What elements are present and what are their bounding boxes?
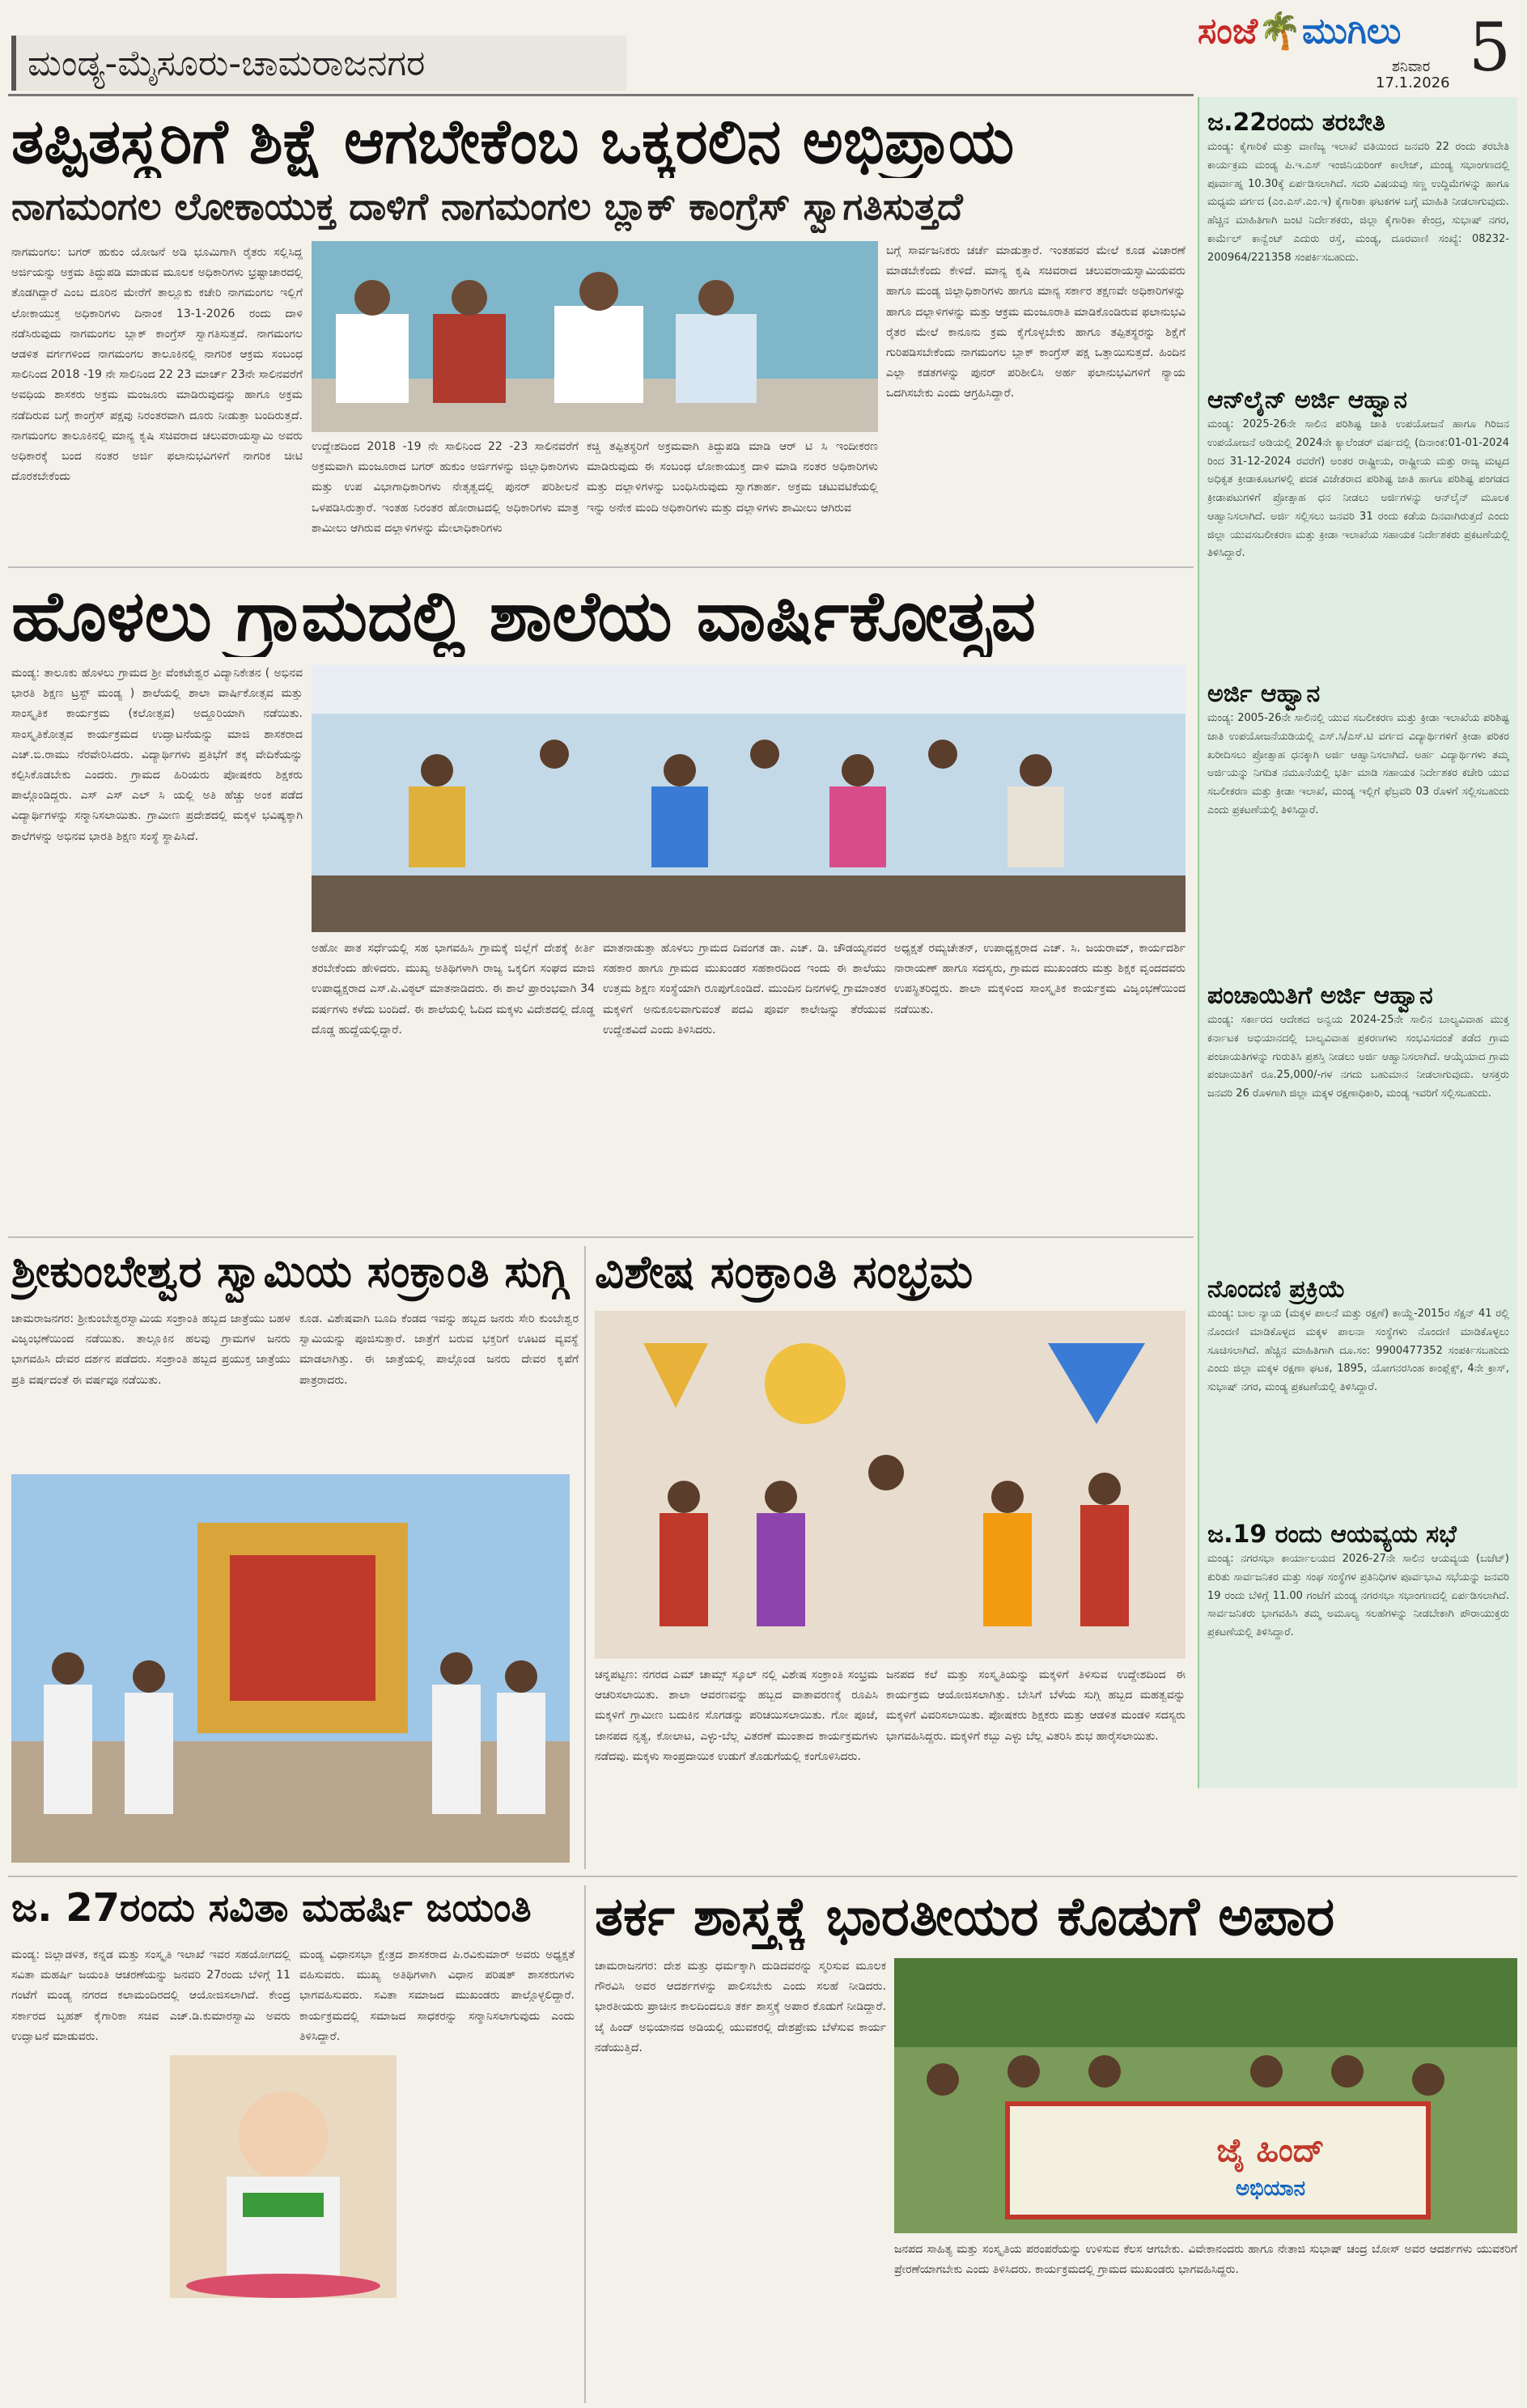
masthead (1198, 10, 1517, 91)
story1-headline: ತಪ್ಪಿತಸ್ಥರಿಗೆ ಶಿಕ್ಷೆ ಆಗಬೇಕೆಂಬ ಒಕ್ಕರಲಿನ ಅಭಿಪ್ರಾಯ (11, 105, 1015, 177)
sidebar-notice-title: ಜ.19 ರಂದು ಆಯವ್ಯಯ ಸಭೆ (1207, 1520, 1457, 1549)
sidebar-notice-title: ಪಂಚಾಯಿತಿಗೆ ಅರ್ಜಿ ಆಹ್ವಾನ (1207, 981, 1433, 1010)
sidebar-notice (1207, 981, 1509, 1270)
story3-col2: ಕೂಡ. ವಿಶೇಷವಾಗಿ ಬೂದಿ ಕೆಂಡದ ಇವನ್ನು ಹಬ್ಬದ ಜನರು ಸೇರಿ ಕುಂಬೇಶ್ವರ ಸ್ವಾಮಿಯನ್ನು ಪೂಜಿಸುತ್ತಾರೆ. ಜಾತ್ರೆಗೆ ಬರುವ ಭಕ್ತರಿಗೆ ಊಟದ ವ್ಯವಸ್ಥೆ ಮಾಡಲಾಗಿತ್ತು. ಈ ಜಾತ್ರೆಯಲ್ಲಿ ಪಾಲ್ಗೊಂಡ ಜನರು ದೇವರ ಕೃಪೆಗೆ ಪಾತ್ರರಾದರು. (299, 1312, 579, 1387)
story5-headline: ಜ. 27ರಂದು ಸವಿತಾ ಮಹರ್ಷಿ ಜಯಂತಿ (11, 1885, 532, 1931)
story3-photo (11, 1474, 570, 1863)
banner-title: ಜೈ ಹಿಂದ್ (1216, 2132, 1325, 2169)
vrule-2 (584, 1885, 586, 2403)
story6-col1: ಚಾಮರಾಜನಗರ: ದೇಶ ಮತ್ತು ಧರ್ಮಕ್ಕಾಗಿ ದುಡಿದವರನ್ನು ಸ್ಮರಿಸುವ ಮೂಲಕ ಗೌರವಿಸಿ ಅವರ ಆದರ್ಶಗಳನ್ನು ಪಾಲಿಸಬೇಕು ಎಂದು ಸಲಹೆ ನೀಡಿದರು. ಭಾರತೀಯರು ಪ್ರಾಚೀನ ಕಾಲದಿಂದಲೂ ತರ್ಕ ಶಾಸ್ತ್ರಕ್ಕೆ ಅಪಾರ ಕೊಡುಗೆ ನೀಡಿದ್ದಾರೆ. ಜೈ ಹಿಂದ್ ಅಭಿಯಾನದ ಅಡಿಯಲ್ಲಿ ಯುವಕರಲ್ಲಿ ದೇಶಪ್ರೇಮ ಬೆಳೆಸುವ ಕಾರ್ಯ ನಡೆಯುತ್ತಿದೆ. (595, 1960, 886, 2054)
sidebar-notice-text: ಮಂಡ್ಯ: ಸರ್ಕಾರದ ಆದೇಶದ ಅನ್ವಯ 2024-25ನೇ ಸಾಲಿನ ಬಾಲ್ಯವಿವಾಹ ಮುಕ್ತ ಕರ್ನಾಟಕ ಅಭಿಯಾನದಲ್ಲಿ ಬಾಲ್ಯವಿವಾಹ ಪ್ರಕರಣಗಳು ಸಂಭವಿಸದಂತೆ ತಡೆದ ಗ್ರಾಮ ಪಂಚಾಯತಿಗಳನ್ನು ಗುರುತಿಸಿ ಪ್ರಶಸ್ತಿ ನೀಡಲು ಅರ್ಜಿ ಆಹ್ವಾನಿಸಲಾಗಿದೆ. ಆಯ್ಕೆಯಾದ ಗ್ರಾಮ ಪಂಚಾಯಿತಿಗೆ ರೂ.25,000/-ಗಳ ನಗದು ಬಹುಮಾನ ನೀಡಲಾಗುವುದು. ಆಸಕ್ತರು ಜನವರಿ 26 ರೊಳಗಾಗಿ ಜಿಲ್ಲಾ ಮಕ್ಕಳ ರಕ್ಷಣಾಧಿಕಾರಿ, ಮಂಡ್ಯ ಇವರಿಗೆ ಸಲ್ಲಿಸಬಹುದು. (1207, 1014, 1509, 1100)
rule-2 (8, 1236, 1194, 1238)
issue-date: 17.1.2026 (1376, 74, 1450, 91)
story4-col2: ಜನಪದ ಕಲೆ ಮತ್ತು ಸಂಸ್ಕೃತಿಯನ್ನು ಮಕ್ಕಳಿಗೆ ತಿಳಿಸುವ ಉದ್ದೇಶದಿಂದ ಈ ಕಾರ್ಯಕ್ರಮ ಆಯೋಜಿಸಲಾಗಿತ್ತು. ಬೇಸಿಗೆ ಬೆಳೆಯ ಸುಗ್ಗಿ ಹಬ್ಬದ ಮಹತ್ವವನ್ನು ಮಕ್ಕಳಿಗೆ ವಿವರಿಸಲಾಯಿತು. ಪೋಷಕರು ಶಿಕ್ಷಕರು ಮತ್ತು ಆಡಳಿತ ಮಂಡಳಿ ಸದಸ್ಯರು ಭಾಗವಹಿಸಿದ್ದರು. ಮಕ್ಕಳಿಗೆ ಕಬ್ಬು ಎಳ್ಳು ಬೆಲ್ಲ ವಿತರಿಸಿ ಶುಭ ಹಾರೈಸಲಾಯಿತು. (886, 1668, 1186, 1743)
sidebar-notice-text: ಮಂಡ್ಯ: ಕೈಗಾರಿಕೆ ಮತ್ತು ವಾಣಿಜ್ಯ ಇಲಾಖೆ ವತಿಯಿಂದ ಜನವರಿ 22 ರಂದು ತರಬೇತಿ ಕಾರ್ಯಕ್ರಮ ಮಂಡ್ಯ ಪಿ.ಇ.ಎಸ್ ಇಂಜಿನಿಯರಿಂಗ್ ಕಾಲೇಜ್, ಮಂಡ್ಯ ಸಭಾಂಗಣದಲ್ಲಿ ಪೂರ್ವಾಹ್ನ 10.30ಕ್ಕೆ ಏರ್ಪಡಿಸಲಾಗಿದೆ. ಸದರಿ ವಿಷಯವು ಸಣ್ಣ ಉದ್ದಿಮೆಗಳನ್ನು ಹಾಗೂ ಮಧ್ಯಮ ವರ್ಗದ (ಎಂ.ಎಸ್.ಎಂ.ಇ) ಕೈಗಾರಿಕಾ ಘಟಕಗಳ ಬಗ್ಗೆ ಮಾಹಿತಿ ನೀಡಲಾಗುವುದು. ಹೆಚ್ಚಿನ ಮಾಹಿತಿಗಾಗಿ ಜಂಟಿ ನಿರ್ದೇಶಕರು, ಜಿಲ್ಲಾ ಕೈಗಾರಿಕಾ ಕೇಂದ್ರ, ಸುಭಾಷ್ ನಗರ, ಕಾರ್ಮೆಲ್ ಕಾನ್ವೆಂಟ್ ಎದುರು ರಸ್ತೆ, ಮಂಡ್ಯ, ದೂರವಾಣಿ ಸಂಖ್ಯೆ: 08232-200964/221358 ಸಂಪರ್ಕಿಸಬಹುದು. (1207, 141, 1509, 264)
story5-col2: ಮಂಡ್ಯ ವಿಧಾನಸಭಾ ಕ್ಷೇತ್ರದ ಶಾಸಕರಾದ ಪಿ.ರವಿಕುಮಾರ್ ಅವರು ಅಧ್ಯಕ್ಷತೆ ವಹಿಸುವರು. ಮುಖ್ಯ ಅತಿಥಿಗಳಾಗಿ ವಿಧಾನ ಪರಿಷತ್ ಶಾಸಕರುಗಳು ಭಾಗವಹಿಸುವರು. ಸವಿತಾ ಸಮಾಜದ ಮುಖಂಡರು ಪಾಲ್ಗೊಳ್ಳಲಿದ್ದಾರೆ. ಕಾರ್ಯಕ್ರಮದಲ್ಲಿ ಸಮಾಜದ ಸಾಧಕರನ್ನು ಸನ್ಮಾನಿಸಲಾಗುವುದು ಎಂದು ತಿಳಿಸಿದ್ದಾರೆ. (299, 1948, 575, 2043)
sidebar-notice (1207, 1275, 1509, 1516)
banner-subtitle: ಅಭಿಯಾನ (1235, 2177, 1306, 2201)
story3-col1: ಚಾಮರಾಜನಗರ: ಶ್ರೀಕುಂಬೇಶ್ವರಸ್ವಾಮಿಯ ಸಂಕ್ರಾಂತಿ ಹಬ್ಬದ ಜಾತ್ರೆಯು ಬಹಳ ವಿಜೃಂಭಣೆಯಿಂದ ನಡೆಯಿತು. ತಾಲ್ಲೂಕಿನ ಹಲವು ಗ್ರಾಮಗಳ ಜನರು ಭಾಗವಹಿಸಿ ದೇವರ ದರ್ಶನ ಪಡೆದರು. ಸಂಕ್ರಾಂತಿ ಹಬ್ಬದ ಪ್ರಯುಕ್ತ ಜಾತ್ರೆಯು ಪ್ರತಿ ವರ್ಷದಂತೆ ಈ ವರ್ಷವೂ ನಡೆಯಿತು. (11, 1312, 291, 1387)
story1-photo (312, 241, 878, 432)
story4-col1: ಚನ್ನಪಟ್ಟಣ: ನಗರದ ಎಮ್ ಚಾಮ್ಸ್ ಸ್ಕೂಲ್ ನಲ್ಲಿ ವಿಶೇಷ ಸಂಕ್ರಾಂತಿ ಸಂಭ್ರಮ ಆಚರಿಸಲಾಯಿತು. ಶಾಲಾ ಆವರಣವನ್ನು ಹಬ್ಬದ ವಾತಾವರಣಕ್ಕೆ ರೂಪಿಸಿ ಮಕ್ಕಳಿಗೆ ಗ್ರಾಮೀಣ ಬದುಕಿನ ಸೊಗಡನ್ನು ಪರಿಚಯಿಸಲಾಯಿತು. ಗೋ ಪೂಜೆ, ಜಾನಪದ ನೃತ್ಯ, ಕೋಲಾಟ, ಎಳ್ಳು-ಬೆಲ್ಲ ವಿತರಣೆ ಮುಂತಾದ ಕಾರ್ಯಕ್ರಮಗಳು ನಡೆದವು. ಮಕ್ಕಳು ಸಾಂಪ್ರದಾಯಿಕ ಉಡುಗೆ ತೊಡುಗೆಯಲ್ಲಿ ಕಂಗೊಳಿಸಿದರು. (595, 1668, 878, 1763)
sidebar-notice-text: ಮಂಡ್ಯ: 2025-26ನೇ ಸಾಲಿನ ಪರಿಶಿಷ್ಟ ಜಾತಿ ಉಪಯೋಜನೆ ಹಾಗೂ ಗಿರಿಜನ ಉಪಯೋಜನೆ ಅಡಿಯಲ್ಲಿ 2024ನೇ ಕ್ಯಾಲೆಂಡರ್ ವರ್ಷದಲ್ಲಿ (ದಿನಾಂಕ:01-01-2024 ರಿಂದ 31-12-2024 ರವರೆಗೆ) ಅಂತರ ರಾಷ್ಟ್ರೀಯ, ರಾಷ್ಟ್ರೀಯ ಮತ್ತು ರಾಜ್ಯ ಮಟ್ಟದ ಅಧಿಕೃತ ಕ್ರೀಡಾಕೂಟಗಳಲ್ಲಿ ಪದಕ ವಿಜೇತರಾದ ಪರಿಶಿಷ್ಟ ಜಾತಿ ಹಾಗೂ ಪರಿಶಿಷ್ಟ ಪಂಗಡದ ಕ್ರೀಡಾಪಟುಗಳಿಗೆ ಪ್ರೋತ್ಸಾಹ ಧನ ನೀಡಲು ಅರ್ಜಿಗಳನ್ನು ಆನ್‍ಲೈನ್ ಮೂಲಕ ಆಹ್ವಾನಿಸಲಾಗಿದೆ. ಅರ್ಜಿ ಸಲ್ಲಿಸಲು ಜನವರಿ 31 ರಂದು ಕಡೆಯ ದಿನವಾಗಿರುತ್ತದೆ ಎಂದು ಜಿಲ್ಲಾ ಯುವಸಬಲೀಕರಣ ಮತ್ತು ಕ್ರೀಡಾ ಇಲಾಖೆಯ ಸಹಾಯಕ ನಿರ್ದೇಶಕರು ಪ್ರಕಟಣೆಯಲ್ಲಿ ತಿಳಿಸಿದ್ದಾರೆ. (1207, 418, 1509, 560)
story1-col2: ಉದ್ದೇಶದಿಂದ 2018 -19 ನೇ ಸಾಲಿನಿಂದ 22 -23 ಸಾಲಿನವರೆಗೆ ಅಕ್ರಮವಾಗಿ ಮಂಜೂರಾದ ಬಗರ್ ಹುಕುಂ ಅರ್ಜಿಗಳನ್ನು ಜಿಲ್ಲಾಧಿಕಾರಿಗಳು ಮತ್ತು ಉಪ ವಿಭಾಗಾಧಿಕಾರಿಗಳು ನೇತೃತ್ವದಲ್ಲಿ ಪುನರ್ ಪರಿಶೀಲನೆ ಒಳಪಡಿಸಿರುತ್ತಾರೆ. ಇಂತಹ ನಿರಂತರ ಹೋರಾಟದಲ್ಲಿ ಅಧಿಕಾರಿಗಳು ಮಾತ್ರ ಶಾಮೀಲು ಆಗಿರುವ ದಲ್ಲಾಳಿಗಳನ್ನು ಮೇಲಾಧಿಕಾರಿಗಳು (312, 440, 579, 535)
notices-sidebar (1198, 97, 1517, 1788)
story2-col1: ಮಂಡ್ಯ: ತಾಲೂಕು ಹೊಳಲು ಗ್ರಾಮದ ಶ್ರೀ ವೆಂಕಟೇಶ್ವರ ವಿದ್ಯಾನಿಕೇತನ ( ಅಭಿನವ ಭಾರತಿ ಶಿಕ್ಷಣ ಟ್ರಸ್ಟ್ ಮಂಡ್ಯ ) ಶಾಲೆಯಲ್ಲಿ ಶಾಲಾ ವಾರ್ಷಿಕೋತ್ಸವ ಮತ್ತು ಸಾಂಸ್ಕೃತಿಕ ಕಾರ್ಯಕ್ರಮ (ಕಲೋತ್ಸವ) ಅದ್ದೂರಿಯಾಗಿ ನಡೆಯಿತು. ಸಾಂಸ್ಕೃತಿಕೋತ್ಸವ ಕಾರ್ಯಕ್ರಮದ ಉದ್ಘಾಟನೆಯನ್ನು ಮಾಜಿ ಶಾಸಕರಾದ ಎಚ್.ಬಿ.ರಾಮು ನೆರವೇರಿಸಿದರು. ವಿದ್ಯಾರ್ಥಿಗಳು ಪ್ರತಿಭೆಗೆ ತಕ್ಕ ವೇದಿಕೆಯನ್ನು ಕಲ್ಪಿಸಿಕೊಡಬೇಕು ಎಂದರು. ಗ್ರಾಮದ ಹಿರಿಯರು ಪೋಷಕರು ಶಿಕ್ಷಕರು ಪಾಲ್ಗೊಂಡಿದ್ದರು. ಎಸ್ ಎಸ್ ಎಲ್ ಸಿ ಯಲ್ಲಿ ಅತಿ ಹೆಚ್ಚು ಅಂಕ ಪಡೆದ ವಿದ್ಯಾರ್ಥಿಗಳನ್ನು ಸನ್ಮಾನಿಸಲಾಯಿತು. ಗ್ರಾಮೀಣ ಪ್ರದೇಶದಲ್ಲಿ ಮಕ್ಕಳ ಭವಿಷ್ಯಕ್ಕಾಗಿ ಶಾಲೆಗಳನ್ನು ಅಭಿನವ ಭಾರತಿ ಶಿಕ್ಷಣ ಸಂಸ್ಥೆ ಸ್ಥಾಪಿಸಿದೆ. (11, 667, 303, 843)
sidebar-notice-text: ಮಂಡ್ಯ: 2005-26ನೇ ಸಾಲಿನಲ್ಲಿ ಯುವ ಸಬಲೀಕರಣ ಮತ್ತು ಕ್ರೀಡಾ ಇಲಾಖೆಯ ಪರಿಶಿಷ್ಟ ಜಾತಿ ಉಪಯೋಜನೆಯಡಿಯಲ್ಲಿ ಎಸ್.ಸಿ/ಎಸ್.ಟಿ ವರ್ಗದ ವಿದ್ಯಾರ್ಥಿಗಳಿಗೆ ಕ್ರೀಡಾ ಪರಿಕರ ಖರೀದಿಸಲು ಪ್ರೋತ್ಸಾಹ ಧನಕ್ಕಾಗಿ ಅರ್ಜಿ ಆಹ್ವಾನಿಸಲಾಗಿದೆ. ಅರ್ಹ ವಿದ್ಯಾರ್ಥಿಗಳು ತಮ್ಮ ಅರ್ಜಿಯನ್ನು ನಿಗದಿತ ನಮೂನೆಯಲ್ಲಿ ಭರ್ತಿ ಮಾಡಿ ಸಹಾಯಕ ನಿರ್ದೇಶಕರ ಕಚೇರಿ ಯುವ ಸಬಲೀಕರಣ ಮತ್ತು ಕ್ರೀಡಾ ಇಲಾಖೆ, ಮಂಡ್ಯ ಇಲ್ಲಿಗೆ ಫೆಬ್ರವರಿ 03 ರೊಳಗೆ ಸಲ್ಲಿಸಬಹುದು ಎಂದು ಪ್ರಕಟಣೆಯಲ್ಲಿ ತಿಳಿಸಿದ್ದಾರೆ. (1207, 712, 1509, 816)
top-rule (8, 94, 1194, 96)
story2-col3: ಮಾತನಾಡುತ್ತಾ ಹೊಳಲು ಗ್ರಾಮದ ದಿವಂಗತ ಡಾ. ಎಚ್. ಡಿ. ಚೌಡಯ್ಯನವರ ಸಹಕಾರ ಹಾಗೂ ಗ್ರಾಮದ ಮುಖಂಡರ ಸಹಕಾರದಿಂದ ಇಂದು ಈ ಶಾಲೆಯು ಉತ್ತಮ ಶಿಕ್ಷಣ ಸಂಸ್ಥೆಯಾಗಿ ರೂಪುಗೊಂಡಿದೆ. ಮುಂದಿನ ದಿನಗಳಲ್ಲಿ ಗ್ರಾಮಾಂತರ ಮಕ್ಕಳಿಗೆ ಅನುಕೂಲವಾಗುವಂತೆ ಪದವಿ ಪೂರ್ವ ಕಾಲೇಜನ್ನು ತೆರೆಯುವ ಉದ್ದೇಶವಿದೆ ಎಂದು ತಿಳಿಸಿದರು. (603, 942, 886, 1037)
issue-day: ಶನಿವಾರ (1392, 58, 1431, 75)
sidebar-notice (1207, 108, 1509, 381)
sidebar-notice-title: ನೊಂದಣಿ ಪ್ರಕ್ರಿಯೆ (1207, 1275, 1346, 1304)
section-tag: ಮಂಡ್ಯ-ಮೈಸೂರು-ಚಾಮರಾಜನಗರ (11, 36, 626, 91)
story1-col4: ಬಗ್ಗೆ ಸಾರ್ವಜನಿಕರು ಚರ್ಚೆ ಮಾಡುತ್ತಾರೆ. ಇಂತಹವರ ಮೇಲೆ ಕೂಡ ವಿಚಾರಣೆ ಮಾಡಬೇಕೆಂದು ಕೇಳಿದೆ. ಮಾನ್ಯ ಕೃಷಿ ಸಚಿವರಾದ ಚಲುವರಾಯಸ್ವಾಮಿಯವರು ಹಾಗೂ ಮಂಡ್ಯ ಜಿಲ್ಲಾಧಿಕಾರಿಗಳು ಹಾಗೂ ಮಾನ್ಯ ಸರ್ಕಾರ ತಕ್ಷಣವೇ ಅಧಿಕಾರಿಗಳನ್ನು ಹಾಗೂ ದಲ್ಲಾಳಿಗಳನ್ನು ಮತ್ತು ಆಕ್ರಮ ಮಂಜೂರಾತಿ ಮಾಡಿಕೊಂಡಿರುವ ಫಲಾನುಭವಿ ರೈತರ ಮೇಲೆ ಕಾನೂನು ಕ್ರಮ ಕೈಗೊಳ್ಳಬೇಕು ಹಾಗೂ ತಪ್ಪಿತಸ್ಥರನ್ನು ಶಿಕ್ಷೆಗೆ ಗುರಿಪಡಿಸಬೇಕೆಂದು ನಾಗಮಂಗಲ ಬ್ಲಾಕ್ ಕಾಂಗ್ರೆಸ್ ಪಕ್ಷ ಒತ್ತಾಯಿಸುತ್ತದೆ. ಹಿಂದಿನ ಎಲ್ಲಾ ಕಡತಗಳನ್ನು ಪುನರ್ ಪರಿಶೀಲಿಸಿ ಅರ್ಹ ಫಲಾನುಭವಿಗಳಿಗೆ ನ್ಯಾಯ ಒದಗಿಸಬೇಕು ಎಂದು ಆಗ್ರಹಿಸಿದ್ದಾರೆ. (886, 244, 1186, 401)
story6-photo (894, 1958, 1517, 2233)
sidebar-notice (1207, 386, 1509, 675)
page-number: 5 (1468, 10, 1511, 87)
sidebar-notice (1207, 680, 1509, 977)
sidebar-notice (1207, 1520, 1509, 1736)
story1-col3: ಕಚ್ಚಿ ತಪ್ಪಿತಸ್ಥರಿಗೆ ಅಕ್ರಮವಾಗಿ ತಿದ್ದುಪಡಿ ಮಾಡಿ ಆರ್ ಟಿ ಸಿ ಇಂದೀಕರಣ ಮಾಡಿರುವುದು ಈ ಸಂಬಂಧ ಲೋಕಾಯುಕ್ತ ದಾಳಿ ಮಾಡಿ ನಂತರ ಅಧಿಕಾರಿಗಳು ಮತ್ತು ದಲ್ಲಾಳಿಗಳನ್ನು ಬಂಧಿಸಿರುವುದು ಸ್ವಾಗತಾರ್ಹ. ಅಕ್ರಮ ಚಟುವಟಿಕೆಯಲ್ಲಿ ಇನ್ನು ಅನೇಕ ಮಂದಿ ಅಧಿಕಾರಿಗಳು ಮತ್ತು ದಲ್ಲಾಳಿಗಳು ಶಾಮೀಲು ಆಗಿರುವ (587, 440, 878, 515)
story2-col2: ಅಹೋ ಪಾತ ಸರ್ಧೆಯಲ್ಲಿ ಸಹ ಭಾಗವಹಿಸಿ ಗ್ರಾಮಕ್ಕೆ ಜಿಲ್ಲೆಗೆ ದೇಶಕ್ಕೆ ಕೀರ್ತಿ ತರಬೇಕೆಂದು ಹೇಳಿದರು. ಮುಖ್ಯ ಅತಿಥಿಗಳಾಗಿ ರಾಜ್ಯ ಒಕ್ಕಲಿಗ ಸಂಘದ ಮಾಜಿ ಉಪಾಧ್ಯಕ್ಷರಾದ ಎಸ್.ಪಿ.ವಿಠ್ಠಲ್ ಮಾತನಾಡಿದರು. ಈ ಶಾಲೆ ಪ್ರಾರಂಭವಾಗಿ 34 ವರ್ಷಗಳು ಕಳೆದು ಬಂದಿದೆ. ಈ ಶಾಲೆಯಲ್ಲಿ ಓದಿದ ಮಕ್ಕಳು ವಿದೇಶದಲ್ಲಿ ದೊಡ್ಡ ದೊಡ್ಡ ಹುದ್ದೆಯಲ್ಲಿದ್ದಾರೆ. (312, 942, 595, 1037)
story3-headline: ಶ್ರೀಕುಂಬೇಶ್ವರ ಸ್ವಾಮಿಯ ಸಂಕ್ರಾಂತಿ ಸುಗ್ಗಿ (11, 1246, 568, 1297)
newspaper-logo: ಸಂಜೆ🌴ಮುಗಿಲು (1198, 11, 1402, 52)
sidebar-notice-text: ಮಂಡ್ಯ: ನಗರಸಭಾ ಕಾರ್ಯಾಲಯದ 2026-27ನೇ ಸಾಲಿನ ಆಯವ್ಯಯ (ಬಜೆಟ್) ಕುರಿತು ಸಾರ್ವಜನಿಕರ ಮತ್ತು ಸಂಘ ಸಂಸ್ಥೆಗಳ ಪ್ರತಿನಿಧಿಗಳ ಪೂರ್ವಭಾವಿ ಸಭೆಯನ್ನು ಜನವರಿ 19 ರಂದು ಬೆಳಿಗ್ಗೆ 11.00 ಗಂಟೆಗೆ ಮಂಡ್ಯ ನಗರಸಭಾ ಸಭಾಂಗಣದಲ್ಲಿ ಏರ್ಪಡಿಸಲಾಗಿದೆ. ಸಾರ್ವಜನಿಕರು ಭಾಗವಹಿಸಿ ತಮ್ಮ ಅಮೂಲ್ಯ ಸಲಹೆಗಳನ್ನು ನೀಡಬೇಕಾಗಿ ಪೌರಾಯುಕ್ತರು ಪ್ರಕಟಣೆಯಲ್ಲಿ ತಿಳಿಸಿದ್ದಾರೆ. (1207, 1553, 1509, 1639)
story1-col1: ನಾಗಮಂಗಲ: ಬಗರ್ ಹುಕುಂ ಯೋಜನೆ ಅಡಿ ಭೂಮಿಗಾಗಿ ರೈತರು ಸಲ್ಲಿಸಿದ್ದ ಅರ್ಜಿಯನ್ನು ಅಕ್ರಮ ತಿದ್ದುಪಡಿ ಮಾಡುವ ಮೂಲಕ ಅಧಿಕಾರಿಗಳು ಭ್ರಷ್ಟಾಚಾರದಲ್ಲಿ ತೊಡಗಿದ್ದಾರೆ ಎಂಬ ದೂರಿನ ಮೇರೆಗೆ ತಾಲ್ಲೂಕು ಕಚೇರಿ ನಾಗಮಂಗಲ ಇಲ್ಲಿಗೆ ಲೋಕಾಯುಕ್ತ ಅಧಿಕಾರಿಗಳು ದಿನಾಂಕ 13-1-2026 ರಂದು ದಾಳಿ ನಡೆಸಿರುವುದು ನಾಗಮಂಗಲ ಬ್ಲಾಕ್ ಕಾಂಗ್ರೆಸ್ ಸ್ವಾಗತಿಸುತ್ತದೆ. ನಾಗಮಂಗಲ ಆಡಳಿತ ವರ್ಗಗಳಿಂದ ನಾಗಮಂಗಲ ತಾಲೂಕಿನಲ್ಲಿ ನಾಗರಿಕ ಆಕ್ರಮ ಸಂಬಂಧ ಸಾಲಿನಿಂದ 2018 -19 ನೇ ಸಾಲಿನಿಂದ 22 23 ಮಾರ್ಚ್ 23ನೇ ಸಾಲಿನವರೆಗೆ ಅವಧಿಯ ಶಾಸಕರು ಅಕ್ರಮ ಮಂಜೂರು ಮಾಡಿರುವುದನ್ನು ಹಾಗೂ ಅಕ್ರಮ ನಡೆದಿರುವ ಬಗ್ಗೆ ಕಾಂಗ್ರೆಸ್ ಪಕ್ಷವು ನಿರಂತರವಾಗಿ ದೂರು ನೀಡುತ್ತಾ ಬಂದಿರುತ್ತದೆ. ನಾಗಮಂಗಲ ತಾಲೂಕಿನಲ್ಲಿ ಮಾನ್ಯ ಕೃಷಿ ಸಚಿವರಾದ ಚಲುವರಾಯಸ್ವಾಮಿ ಅವರು ಅಧಿಕಾರಕ್ಕೆ ಬಂದ ನಂತರ ಅರ್ಜಿ ಫಲಾನುಭವಿಗಳಿಗೆ ನಾಗರಿಕ ಚೀಟಿ ದೊರಕಬೇಕೆಂದು (11, 246, 303, 484)
rule-1 (8, 566, 1194, 568)
story2-col4: ಅಧ್ಯಕ್ಷತೆ ರಮ್ಯಚೇತನ್, ಉಪಾಧ್ಯಕ್ಷರಾದ ಎಚ್. ಸಿ. ಜಯರಾಮ್, ಕಾರ್ಯದರ್ಶಿ ನಾರಾಯಣ್ ಹಾಗೂ ಸದಸ್ಯರು, ಗ್ರಾಮದ ಮುಖಂಡರು ಮತ್ತು ಶಿಕ್ಷಕ ವೃಂದದವರು ಉಪಸ್ಥಿತರಿದ್ದರು. ಶಾಲಾ ಮಕ್ಕಳಿಂದ ಸಾಂಸ್ಕೃತಿಕ ಕಾರ್ಯಕ್ರಮ ವಿಜೃಂಭಣೆಯಿಂದ ನಡೆಯಿತು. (894, 942, 1186, 1016)
story4-headline: ವಿಶೇಷ ಸಂಕ್ರಾಂತಿ ಸಂಭ್ರಮ (595, 1246, 973, 1299)
story1-subhead: ನಾಗಮಂಗಲ ಲೋಕಾಯುಕ್ತ ದಾಳಿಗೆ ನಾಗಮಂಗಲ ಬ್ಲಾಕ್ ಕಾಂಗ್ರೆಸ್ ಸ್ವಾಗತಿಸುತ್ತದೆ (11, 184, 963, 228)
story6-headline: ತರ್ಕ ಶಾಸ್ತ್ರಕ್ಕೆ ಭಾರತೀಯರ ಕೊಡುಗೆ ಅಪಾರ (595, 1885, 1335, 1948)
story4-photo (595, 1311, 1186, 1659)
sidebar-notice-title: ಜ.22ರಂದು ತರಬೇತಿ (1207, 108, 1385, 137)
story5-col1: ಮಂಡ್ಯ: ಜಿಲ್ಲಾಡಳಿತ, ಕನ್ನಡ ಮತ್ತು ಸಂಸ್ಕೃತಿ ಇಲಾಖೆ ಇವರ ಸಹಯೋಗದಲ್ಲಿ ಸವಿತಾ ಮಹರ್ಷಿ ಜಯಂತಿ ಆಚರಣೆಯನ್ನು ಜನವರಿ 27ರಂದು ಬೆಳಿಗ್ಗೆ 11 ಗಂಟೆಗೆ ಮಂಡ್ಯ ನಗರದ ಕಲಾಮಂದಿರದಲ್ಲಿ ಆಯೋಜಿಸಲಾಗಿದೆ. ಕೇಂದ್ರ ಸರ್ಕಾರದ ಬೃಹತ್ ಕೈಗಾರಿಕಾ ಸಚಿವ ಎಚ್.ಡಿ.ಕುಮಾರಸ್ವಾಮಿ ಅವರು ಉದ್ಘಾಟನೆ ಮಾಡುವರು. (11, 1948, 291, 2043)
rule-3 (8, 1876, 1517, 1877)
story2-photo (312, 665, 1186, 932)
story6-col2: ಜನಪದ ಸಾಹಿತ್ಯ ಮತ್ತು ಸಂಸ್ಕೃತಿಯ ಪರಂಪರೆಯನ್ನು ಉಳಿಸುವ ಕೆಲಸ ಆಗಬೇಕು. ವಿವೇಕಾನಂದರು ಹಾಗೂ ನೇತಾಜಿ ಸುಭಾಷ್ ಚಂದ್ರ ಬೋಸ್ ಅವರ ಆದರ್ಶಗಳು ಯುವಕರಿಗೆ ಪ್ರೇರಣೆಯಾಗಬೇಕು ಎಂದು ತಿಳಿಸಿದರು. ಕಾರ್ಯಕ್ರಮದಲ್ಲಿ ಗ್ರಾಮದ ಮುಖಂಡರು ಭಾಗವಹಿಸಿದ್ದರು. (894, 2243, 1517, 2277)
sidebar-notice-title: ಅರ್ಜಿ ಆಹ್ವಾನ (1207, 680, 1321, 708)
sidebar-notice-title: ಆನ್‍ಲೈನ್ ಅರ್ಜಿ ಆಹ್ವಾನ (1207, 386, 1407, 414)
vrule-1 (584, 1246, 586, 1869)
story2-headline: ಹೊಳಲು ಗ್ರಾಮದಲ್ಲಿ ಶಾಲೆಯ ವಾರ್ಷಿಕೋತ್ಸವ (11, 576, 1036, 657)
sidebar-notice-text: ಮಂಡ್ಯ: ಬಾಲ ನ್ಯಾಯ (ಮಕ್ಕಳ ಪಾಲನೆ ಮತ್ತು ರಕ್ಷಣೆ) ಕಾಯ್ದೆ-2015ರ ಸೆಕ್ಷನ್ 41 ರಲ್ಲಿ ನೊಂದಣಿ ಮಾಡಿಕೊಳ್ಳದ ಮಕ್ಕಳ ಪಾಲನಾ ಸಂಸ್ಥೆಗಳು ನೊಂದಣಿ ಮಾಡಿಕೊಳ್ಳಲು ಸೂಚಿಸಲಾಗಿದೆ. ಹೆಚ್ಚಿನ ಮಾಹಿತಿಗಾಗಿ ದೂ.ಸಂ: 9900477352 ಸಂಪರ್ಕಿಸಬಹುದು ಎಂದು ಜಿಲ್ಲಾ ಮಕ್ಕಳ ರಕ್ಷಣಾ ಘಟಕ, 1895, ಯೋಗನರಸಿಂಹ ಕಾಂಪ್ಲೆಕ್ಸ್, 4ನೇ ಕ್ರಾಸ್, ಸುಭಾಷ್ ನಗರ, ಮಂಡ್ಯ ಪ್ರಕಟಣೆಯಲ್ಲಿ ತಿಳಿಸಿದ್ದಾರೆ. (1207, 1308, 1509, 1393)
